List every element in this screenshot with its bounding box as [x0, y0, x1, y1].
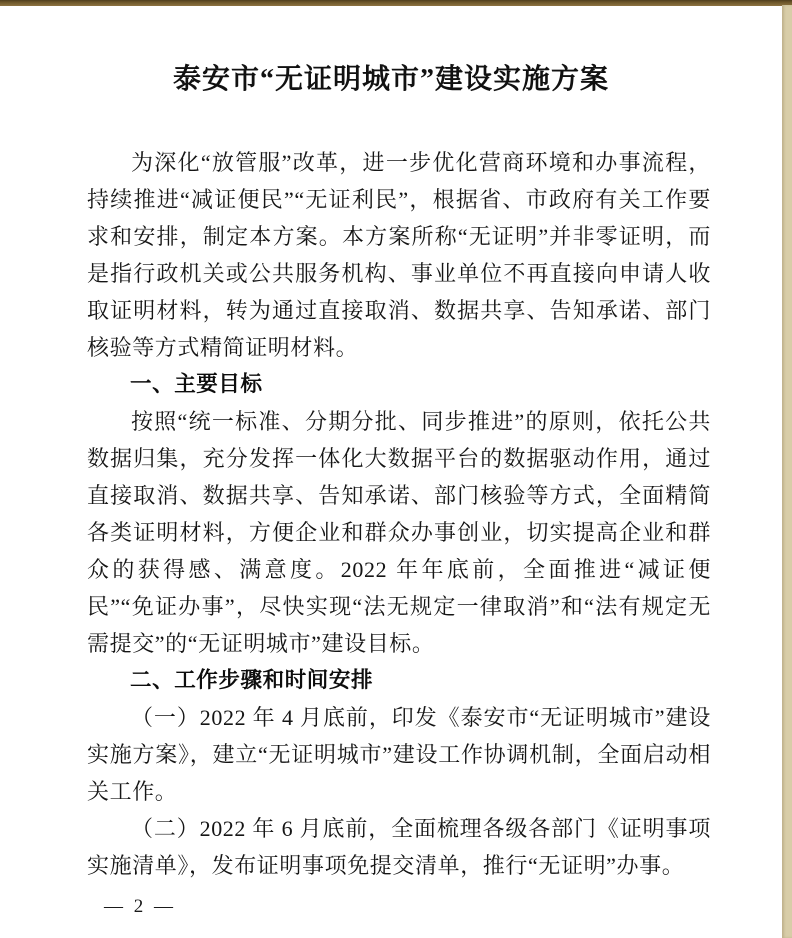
section-heading-work-steps: 二、工作步骤和时间安排 — [130, 668, 374, 692]
paragraph-step-one: （一）2022 年 4 月底前，印发《泰安市“无证明城市”建设实施方案》，建立“无证明城市”建设工作协调机制，全面启动相关工作。 — [87, 705, 711, 804]
document-body — [87, 144, 711, 884]
paragraph-intro: 为深化“放管服”改革，进一步优化营商环境和办事流程，持续推进“减证便民”“无证利民”，根据省、市政府有关工作要求和安排，制定本方案。本方案所称“无证明”并非零证明，而是指行政机关或公共服务机构、事业单位不再直接向申请人收取证明材料，转为通过直接取消、数据共享、告知承诺、部门核验等方式精简证明材料。 — [87, 150, 711, 360]
paragraph-goals: 按照“统一标准、分期分批、同步推进”的原则，依托公共数据归集，充分发挥一体化大数据平台的数据驱动作用，通过直接取消、数据共享、告知承诺、部门核验等方式，全面精简各类证明材料，方便企业和群众办事创业，切实提高企业和群众的获得感、满意度。2022 年年底前，全面推进“减证便民”“免证办事”，尽快实现“法无规定一律取消”和“法有规定无需提交”的“无证明城市”建设目标。 — [87, 409, 711, 656]
paragraph-step-two: （二）2022 年 6 月底前，全面梳理各级各部门《证明事项实施清单》，发布证明事项免提交清单，推行“无证明”办事。 — [87, 816, 711, 878]
scan-top-edge-strip — [0, 0, 792, 6]
document-title: 泰安市“无证明城市”建设实施方案 — [172, 64, 609, 95]
page-footer — [104, 895, 176, 919]
page-number: — 2 — — [104, 896, 176, 917]
section-heading-main-goals: 一、主要目标 — [130, 372, 263, 396]
scan-right-edge-strip — [782, 5, 792, 938]
